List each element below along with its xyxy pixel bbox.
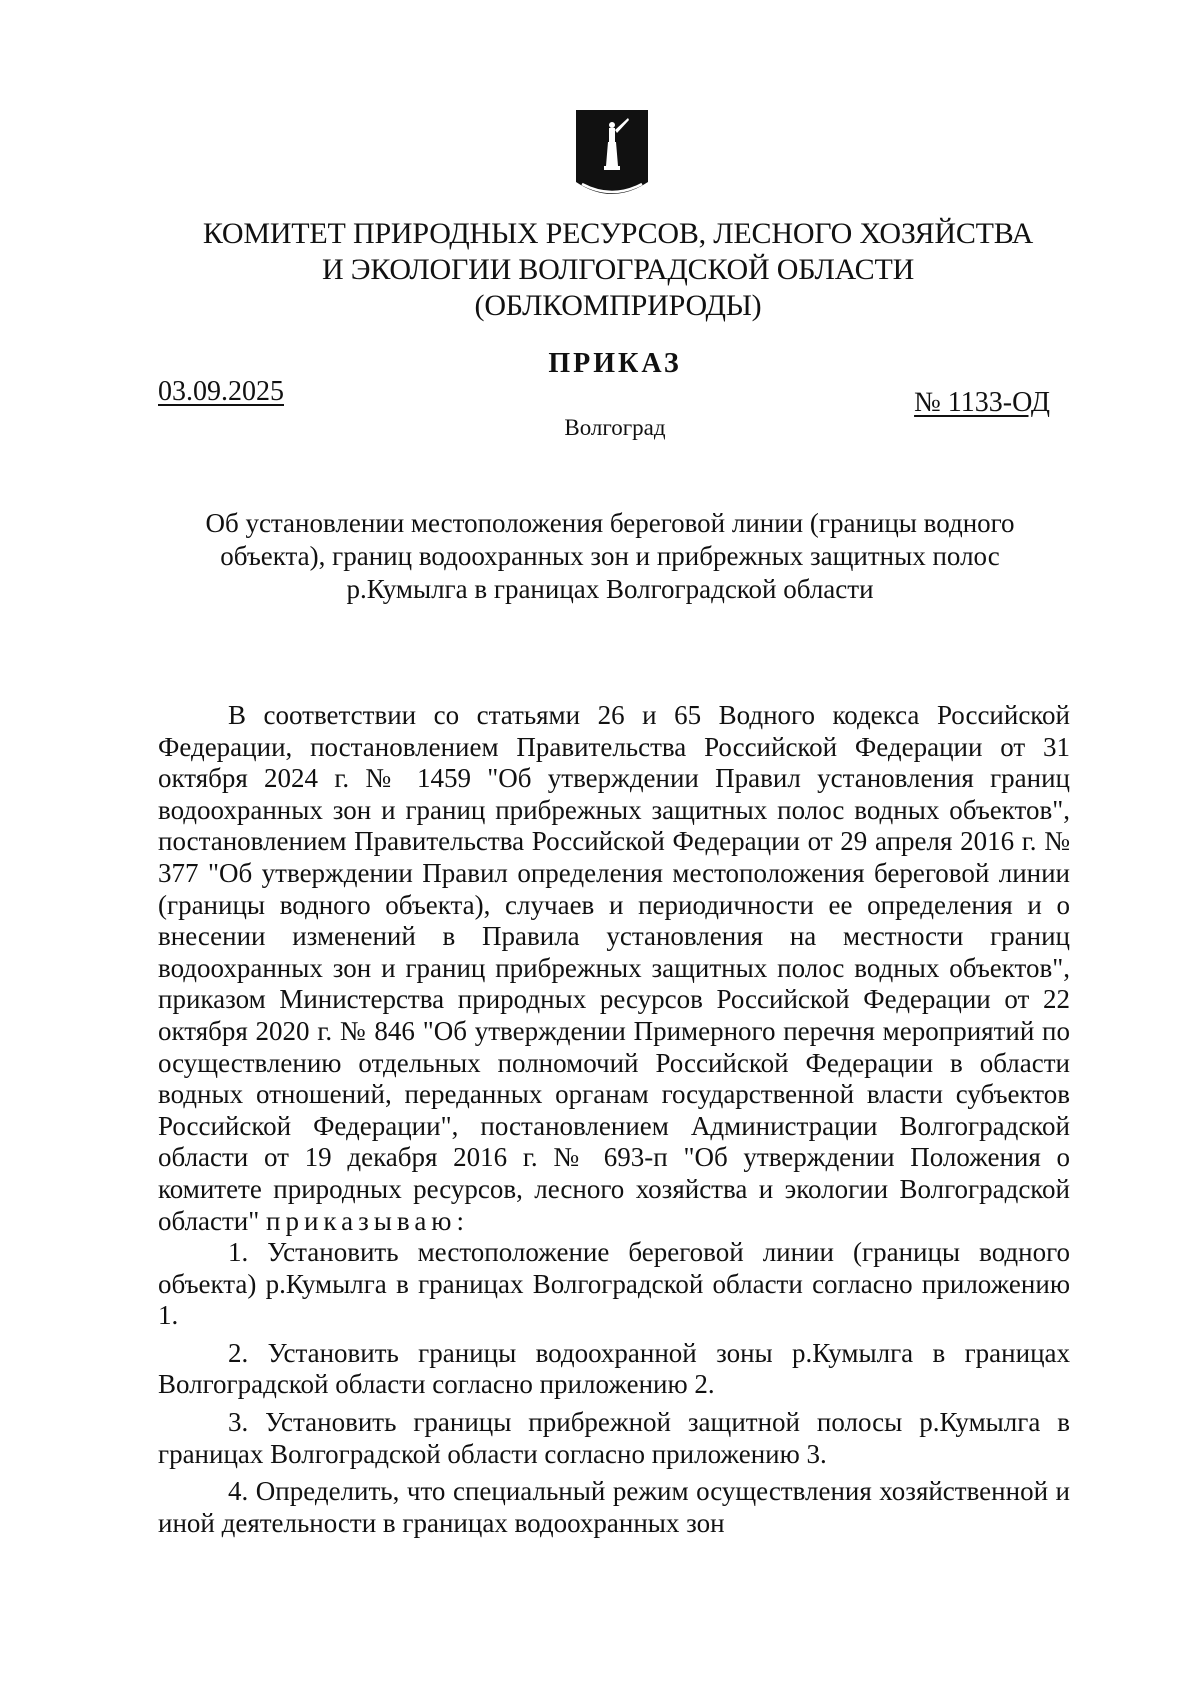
preamble-text: В соответствии со статьями 26 и 65 Водного кодекса Российской Федерации, постановлением Правительства Российской Федерации от 31 октября 2024 г. № 1459 "Об утверждении Правил установления границ водоохранных зон и границ прибрежных защитных полос водных объектов", постановлением Правительства Российской Федерации от 29 апреля 2016 г. № 377 "Об утверждении Правил определения местоположения береговой линии (границы водного объекта), случаев и периодичности ее определения и о внесении изменений в Правила установления на местности границ водоохранных зон и границ прибрежных защитных полос водных объектов", приказом Министерства природных ресурсов Российской Федерации от 22 октября 2020 г. № 846 "Об утверждении Примерного перечня мероприятий по осуществлению отдельных полномочий Российской Федерации в области водных отношений, переданных органам государственной власти субъектов Российской Федерации", постановлением Администрации Волгоградской области от 19 декабря 2016 г. № 693-п "Об утверждении Положения о комитете природных ресурсов, лесного хозяйства и экологии Волгоградской области": [158, 700, 1070, 1236]
subject-line-3: р.Кумылга в границах Волгоградской области: [346, 574, 874, 604]
order-number: № 1133-ОД: [914, 387, 1050, 418]
document-type-title: ПРИКАЗ: [548, 348, 682, 379]
order-body: [158, 700, 1070, 1539]
order-item-2: 2. Установить границы водоохранной зоны р.Кумылга в границах Волгоградской области согласно приложению 2.: [158, 1337, 1070, 1400]
order-item-4: 4. Определить, что специальный режим осуществления хозяйственной и иной деятельности в границах водоохранных зон: [158, 1476, 1070, 1538]
preamble-paragraph: [158, 700, 1070, 1237]
order-city: Волгоград: [564, 415, 666, 440]
order-subject: [170, 507, 1050, 606]
org-line-3: (ОБЛКОМПРИРОДЫ): [474, 289, 762, 322]
order-item-1: 1. Установить местоположение береговой линии (границы водного объекта) р.Кумылга в границах Волгоградской области согласно приложению 1.: [158, 1237, 1070, 1331]
order-item-3: 3. Установить границы прибрежной защитной полосы р.Кумылга в границах Волгоградской области согласно приложению 3.: [158, 1407, 1070, 1469]
org-line-2: И ЭКОЛОГИИ ВОЛГОГРАДСКОЙ ОБЛАСТИ: [321, 253, 915, 286]
decree-word: приказываю:: [266, 1205, 469, 1236]
org-line-1: КОМИТЕТ ПРИРОДНЫХ РЕСУРСОВ, ЛЕСНОГО ХОЗЯЙСТВА: [202, 217, 1034, 250]
order-date: 03.09.2025: [158, 376, 284, 407]
subject-line-1: Об установлении местоположения береговой линии (границы водного: [205, 508, 1015, 538]
organization-name: [0, 216, 1200, 324]
volgograd-coat-of-arms-icon: [572, 108, 652, 208]
subject-line-2: объекта), границ водоохранных зон и прибрежных защитных полос: [220, 541, 1000, 571]
